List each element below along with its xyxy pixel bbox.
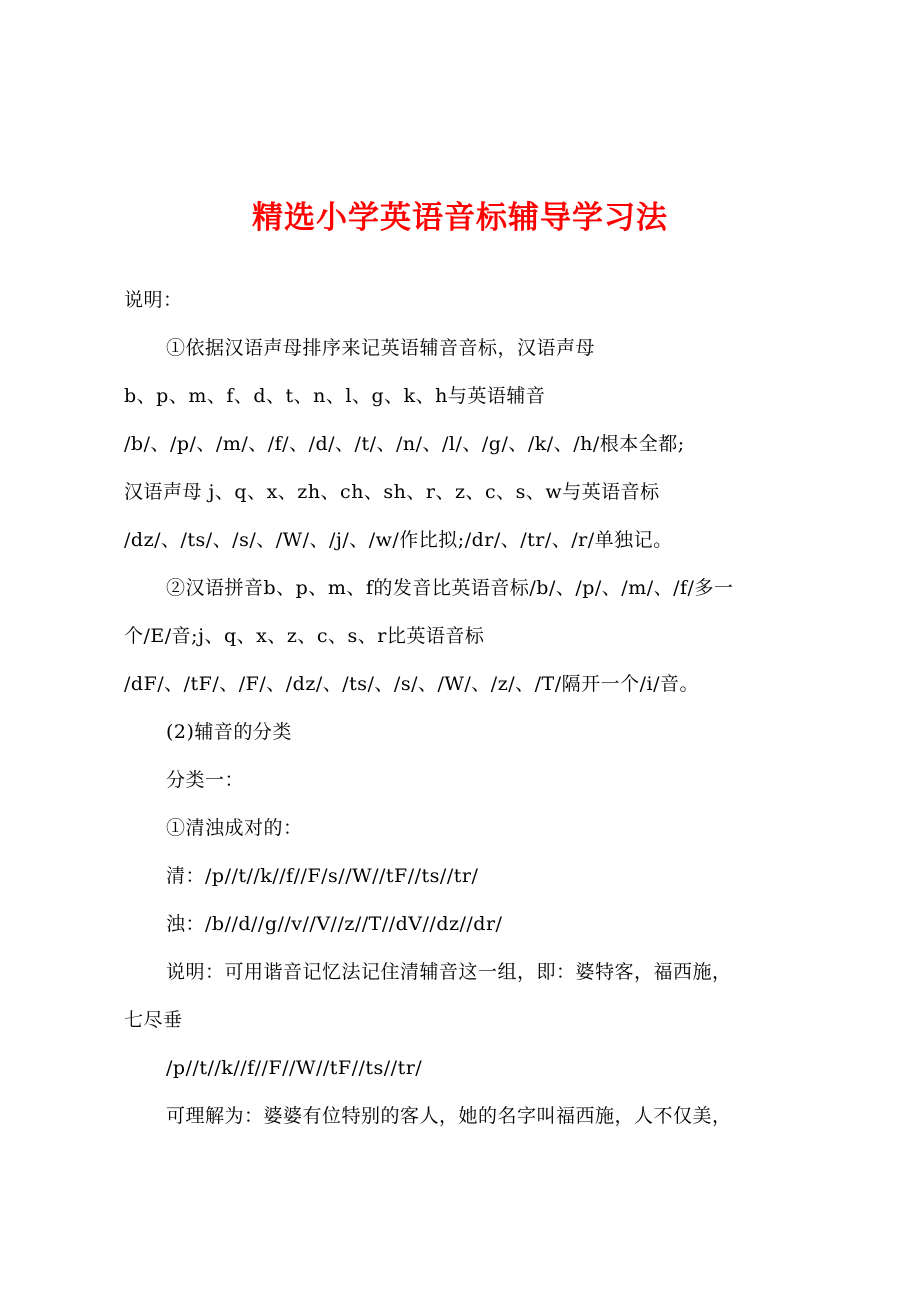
text-line: b、p、m、f、d、t、n、l、g、k、h与英语辅音 [124, 385, 546, 407]
text-line: ②汉语拼音b、p、m、f的发音比英语音标/b/、/p/、/m/、/f/多一 [166, 577, 734, 599]
subsection-heading: 分类一： [166, 769, 245, 791]
text-line: /dF/、/tF/、/F/、/dz/、/ts/、/s/、/W/、/z/、/T/隔开一个/i/音。 [124, 673, 699, 695]
text-line: 汉语声母 j、q、x、zh、ch、sh、r、z、c、s、w与英语音标 [124, 481, 660, 503]
text-line: 说明：可用谐音记忆法记住清辅音这一组，即：婆特客，福西施， [166, 961, 732, 983]
text-line: 个/E/音;j、q、x、z、c、s、r比英语音标 [124, 625, 485, 647]
text-line: /b/、/p/、/m/、/f/、/d/、/t/、/n/、/l/、/g/、/k/、/h/根本全都; [124, 433, 685, 455]
text-line: /p//t//k//f//F//W//tF//ts//tr/ [166, 1057, 423, 1079]
text-line: 七尽垂 [124, 1009, 183, 1031]
text-line: ①依据汉语声母排序来记英语辅音音标，汉语声母 [166, 337, 596, 359]
text-line: /dz/、/ts/、/s/、/W/、/j/、/w/作比拟;/dr/、/tr/、/r/单独记。 [124, 529, 673, 551]
text-line: ①清浊成对的： [166, 817, 303, 839]
document-title: 精选小学英语音标辅导学习法 [252, 200, 668, 236]
text-line: 浊：/b//d//g//v//V//z//T//dV//dz//dr/ [166, 913, 503, 935]
text-line: 可理解为：婆婆有位特别的客人，她的名字叫福西施，人不仅美， [166, 1105, 732, 1127]
section-heading: (2)辅音的分类 [166, 721, 292, 743]
text-line: 清：/p//t//k//f//F/s//W//tF//ts//tr/ [166, 865, 479, 887]
text-line-intro: 说明： [124, 289, 183, 311]
